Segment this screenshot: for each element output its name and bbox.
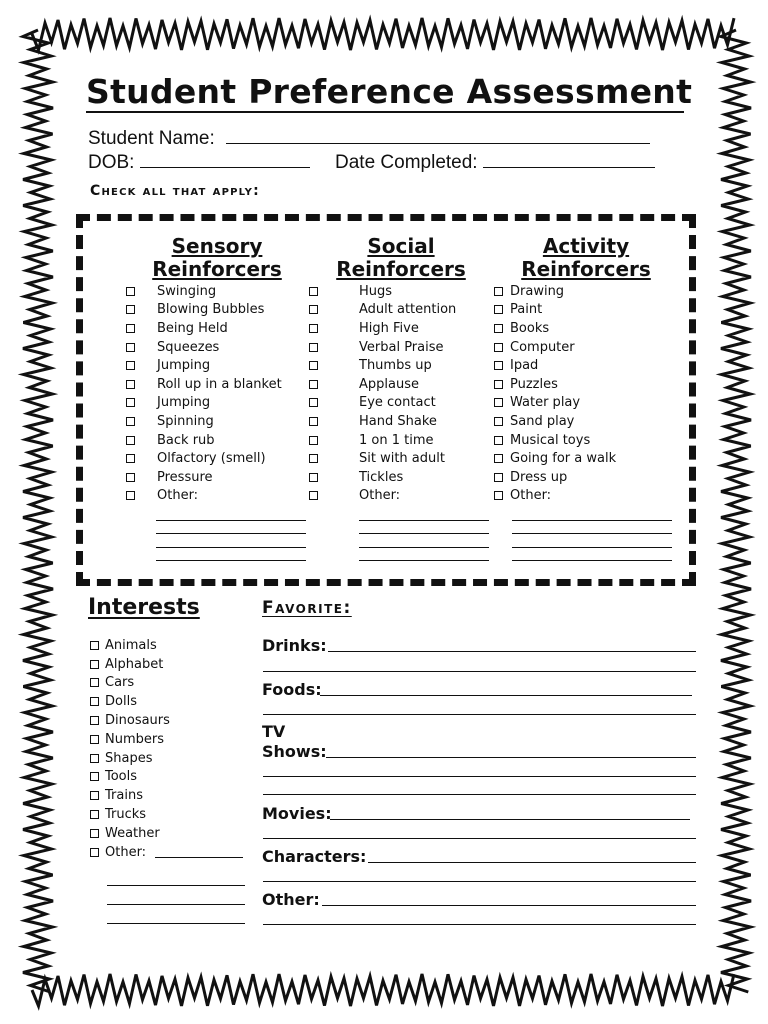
checklist-item <box>309 412 456 431</box>
social-heading-line1: Social <box>367 234 435 258</box>
write-line[interactable] <box>359 507 489 521</box>
checklist-item <box>126 487 282 506</box>
checklist-label: Tools <box>105 769 138 785</box>
checklist-item <box>90 711 170 730</box>
other-line-2[interactable] <box>263 924 696 925</box>
movies-line[interactable] <box>330 819 690 820</box>
write-line[interactable] <box>359 548 489 562</box>
sensory-heading <box>142 235 292 281</box>
checklist-label: Jumping <box>157 358 211 374</box>
checklist-label: Dress up <box>510 469 568 485</box>
checklist-label: Paint <box>510 302 543 318</box>
checkbox[interactable] <box>494 473 503 482</box>
write-line[interactable] <box>156 521 306 535</box>
checkbox[interactable] <box>494 436 503 445</box>
checkbox[interactable] <box>309 491 318 500</box>
checklist-item <box>90 730 170 749</box>
checklist-label: Musical toys <box>510 432 591 448</box>
write-line[interactable] <box>359 534 489 548</box>
checklist-label: High Five <box>359 320 419 336</box>
checkbox[interactable] <box>309 305 318 314</box>
checklist-item <box>90 768 170 787</box>
checkbox[interactable] <box>90 735 99 744</box>
checkbox[interactable] <box>126 343 135 352</box>
checkbox[interactable] <box>494 417 503 426</box>
checklist-item <box>494 449 616 468</box>
checklist-item <box>309 356 456 375</box>
checklist-label: Spinning <box>157 413 214 429</box>
social-heading-line2: Reinforcers <box>336 257 466 281</box>
checkbox[interactable] <box>309 473 318 482</box>
checkbox[interactable] <box>494 398 503 407</box>
characters-label: Characters: <box>262 847 367 866</box>
checklist-label: Animals <box>105 637 157 653</box>
activity-other-lines <box>512 507 672 561</box>
drinks-line-2[interactable] <box>263 671 696 672</box>
checkbox[interactable] <box>126 380 135 389</box>
checklist-item <box>494 468 616 487</box>
checklist-label: Blowing Bubbles <box>157 302 265 318</box>
tv-shows-line[interactable] <box>326 757 696 758</box>
checklist-label: Other: <box>157 488 199 504</box>
checkbox[interactable] <box>126 417 135 426</box>
checkbox[interactable] <box>126 287 135 296</box>
checklist-item <box>494 282 616 301</box>
checklist-label: Numbers <box>105 731 164 747</box>
checklist-label: Other: <box>510 488 552 504</box>
checkbox[interactable] <box>494 361 503 370</box>
checklist-item <box>494 319 616 338</box>
checklist-label: Hand Shake <box>359 413 437 429</box>
checklist-item <box>126 431 282 450</box>
checklist-label: Jumping <box>157 395 211 411</box>
checkbox[interactable] <box>126 473 135 482</box>
checklist-item <box>126 412 282 431</box>
checklist-item <box>309 487 456 506</box>
checklist-label: Shapes <box>105 750 153 766</box>
interests-heading: Interests <box>88 595 200 620</box>
checklist-label: Adult attention <box>359 302 457 318</box>
checklist-label: Sand play <box>510 413 575 429</box>
social-list <box>309 282 456 505</box>
checklist-label: Tickles <box>359 469 404 485</box>
checkbox[interactable] <box>90 829 99 838</box>
checklist-label: Dolls <box>105 694 137 710</box>
checkbox[interactable] <box>90 791 99 800</box>
write-line[interactable] <box>107 905 245 924</box>
title-underline <box>86 111 684 113</box>
checklist-item <box>90 749 170 768</box>
checkbox[interactable] <box>494 454 503 463</box>
movies-line-2[interactable] <box>263 838 696 839</box>
checklist-label: Thumbs up <box>359 358 432 374</box>
checklist-label: Going for a walk <box>510 451 617 467</box>
checkbox[interactable] <box>494 305 503 314</box>
checklist-label: Squeezes <box>157 339 220 355</box>
checklist-item <box>126 394 282 413</box>
checklist-label: Computer <box>510 339 575 355</box>
checkbox[interactable] <box>309 361 318 370</box>
sensory-heading-line2: Reinforcers <box>152 257 282 281</box>
date-completed-label: Date Completed: <box>335 152 478 173</box>
write-line[interactable] <box>156 507 306 521</box>
other-line[interactable] <box>322 905 696 906</box>
checklist-label: Drawing <box>510 283 565 299</box>
characters-line-2[interactable] <box>263 881 696 882</box>
checkbox[interactable] <box>309 287 318 296</box>
checkbox[interactable] <box>126 305 135 314</box>
foods-line-2[interactable] <box>263 714 696 715</box>
checklist-item <box>494 431 616 450</box>
checklist-label: Back rub <box>157 432 215 448</box>
checkbox[interactable] <box>126 398 135 407</box>
checkbox[interactable] <box>309 454 318 463</box>
page-title: Student Preference Assessment <box>86 72 693 111</box>
checklist-item <box>90 692 170 711</box>
checklist-item <box>90 824 170 843</box>
checklist-item <box>126 356 282 375</box>
write-line[interactable] <box>359 521 489 535</box>
date-completed-field[interactable] <box>483 151 655 168</box>
dob-label: DOB: <box>88 152 135 173</box>
checklist-label: Trains <box>105 788 143 804</box>
checkbox[interactable] <box>309 343 318 352</box>
checklist-item <box>309 375 456 394</box>
checklist-label: Trucks <box>105 807 147 823</box>
tv-shows-line-3[interactable] <box>263 794 696 795</box>
checklist-label: Being Held <box>157 320 228 336</box>
checkbox[interactable] <box>90 754 99 763</box>
checkbox[interactable] <box>494 324 503 333</box>
checklist-item <box>90 843 170 862</box>
checkbox[interactable] <box>126 361 135 370</box>
checkbox[interactable] <box>494 380 503 389</box>
checklist-label: Eye contact <box>359 395 436 411</box>
checkbox[interactable] <box>494 287 503 296</box>
checklist-item <box>494 338 616 357</box>
checklist-item <box>494 301 616 320</box>
checklist-item <box>126 319 282 338</box>
checklist-item <box>90 636 170 655</box>
write-line[interactable] <box>156 534 306 548</box>
student-name-field[interactable] <box>226 127 650 144</box>
write-line[interactable] <box>512 548 672 562</box>
checkbox[interactable] <box>126 454 135 463</box>
checklist-item <box>309 338 456 357</box>
checklist-item <box>90 786 170 805</box>
write-line[interactable] <box>512 534 672 548</box>
other-label: Other: <box>262 890 320 909</box>
checkbox[interactable] <box>126 491 135 500</box>
checkbox[interactable] <box>90 678 99 687</box>
activity-list <box>494 282 616 505</box>
drinks-label: Drinks: <box>262 636 327 655</box>
checklist-item <box>309 468 456 487</box>
social-other-lines <box>359 507 489 561</box>
checkbox[interactable] <box>90 772 99 781</box>
checklist-label: 1 on 1 time <box>359 432 434 448</box>
interests-other-lines <box>107 867 245 924</box>
checklist-item <box>126 375 282 394</box>
sensory-heading-line1: Sensory <box>171 234 263 258</box>
movies-label: Movies: <box>262 804 332 823</box>
checklist-label: Weather <box>105 825 160 841</box>
checklist-item <box>90 805 170 824</box>
interests-list <box>90 636 170 862</box>
checkbox[interactable] <box>309 380 318 389</box>
foods-label: Foods: <box>262 680 322 699</box>
checkbox[interactable] <box>309 417 318 426</box>
checklist-label: Other: <box>359 488 401 504</box>
checklist-label: Sit with adult <box>359 451 445 467</box>
checklist-item <box>90 674 170 693</box>
checklist-item <box>494 356 616 375</box>
checklist-label: Swinging <box>157 283 217 299</box>
interests-other-inline-line[interactable] <box>155 857 243 858</box>
checklist-item <box>494 394 616 413</box>
checklist-item <box>309 319 456 338</box>
write-line[interactable] <box>156 548 306 562</box>
checklist-item <box>309 431 456 450</box>
checklist-label: Pressure <box>157 469 213 485</box>
sensory-list <box>126 282 282 505</box>
checklist-item <box>309 282 456 301</box>
social-heading <box>326 235 476 281</box>
favorite-heading: Favorite: <box>262 598 352 618</box>
checkbox[interactable] <box>309 436 318 445</box>
checklist-item <box>309 394 456 413</box>
activity-heading <box>511 235 661 281</box>
checklist-item <box>126 468 282 487</box>
checkbox[interactable] <box>126 436 135 445</box>
checklist-item <box>126 338 282 357</box>
tv-label-line1: TV <box>262 722 286 741</box>
checklist-label: Puzzles <box>510 376 558 392</box>
student-name-row <box>88 127 650 150</box>
activity-heading-line1: Activity <box>542 234 630 258</box>
checklist-item <box>126 301 282 320</box>
drinks-line[interactable] <box>328 651 696 652</box>
checkbox[interactable] <box>90 660 99 669</box>
checklist-label: Cars <box>105 675 135 691</box>
checklist-label: Ipad <box>510 358 539 374</box>
checklist-item <box>90 655 170 674</box>
checklist-label: Applause <box>359 376 419 392</box>
characters-line[interactable] <box>368 862 696 863</box>
write-line[interactable] <box>512 507 672 521</box>
checkbox[interactable] <box>309 324 318 333</box>
checkbox[interactable] <box>126 324 135 333</box>
instruction-text: Check all that apply: <box>90 183 260 199</box>
foods-line[interactable] <box>320 695 692 696</box>
checklist-item <box>494 375 616 394</box>
sensory-other-lines <box>156 507 306 561</box>
checklist-label: Alphabet <box>105 656 164 672</box>
write-line[interactable] <box>107 886 245 905</box>
dob-field[interactable] <box>140 151 310 168</box>
checkbox[interactable] <box>90 716 99 725</box>
checklist-item <box>126 282 282 301</box>
checkbox[interactable] <box>494 343 503 352</box>
activity-heading-line2: Reinforcers <box>521 257 651 281</box>
checklist-item <box>494 412 616 431</box>
checklist-item <box>126 449 282 468</box>
checklist-label: Verbal Praise <box>359 339 444 355</box>
tv-shows-label: Shows: <box>262 742 327 761</box>
checklist-item <box>309 301 456 320</box>
checkbox[interactable] <box>90 641 99 650</box>
checklist-label: Other: <box>105 844 147 860</box>
checkbox[interactable] <box>90 848 99 857</box>
checklist-label: Olfactory (smell) <box>157 451 266 467</box>
dob-row <box>88 151 655 174</box>
tv-shows-line-2[interactable] <box>263 776 696 777</box>
checklist-label: Hugs <box>359 283 393 299</box>
student-name-label: Student Name: <box>88 128 215 149</box>
write-line[interactable] <box>107 867 245 886</box>
write-line[interactable] <box>512 521 672 535</box>
checklist-label: Water play <box>510 395 581 411</box>
checklist-label: Books <box>510 320 550 336</box>
checkbox[interactable] <box>494 491 503 500</box>
checklist-item <box>309 449 456 468</box>
checklist-label: Dinosaurs <box>105 713 170 729</box>
checkbox[interactable] <box>309 398 318 407</box>
checklist-label: Roll up in a blanket <box>157 376 282 392</box>
checkbox[interactable] <box>90 810 99 819</box>
checklist-item <box>494 487 616 506</box>
checkbox[interactable] <box>90 697 99 706</box>
